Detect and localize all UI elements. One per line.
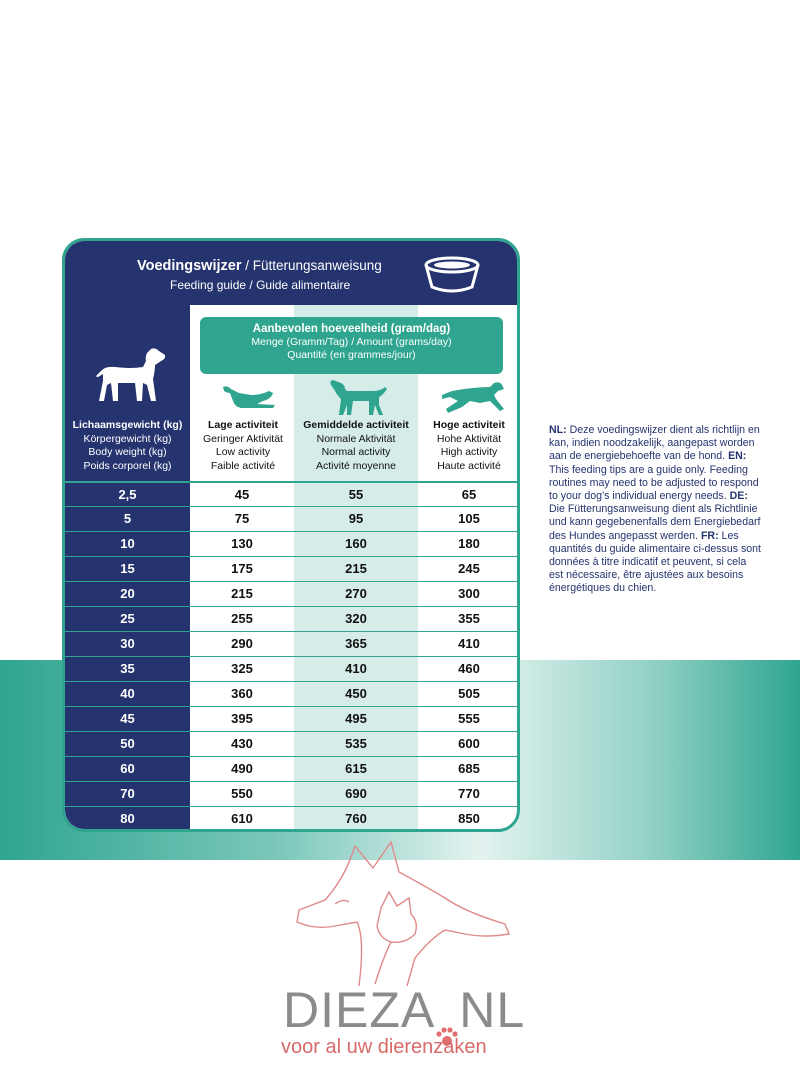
dog-cat-logo-illustration: [295, 838, 515, 988]
feeding-note: NL: Deze voedingswijzer dient als richtlijn en kan, indien noodzakelijk, aangepast worden aan de energiebehoefte van de hond. EN: This feeding tips are a guide only. Feeding routines may need to be adjusted to respond to your dog’s individual energy needs. DE: Die Fütterungsanweisung dient als Richtlinie und kann gegebenenfalls dem Energiebedarf des Hundes angepasst werden. FR: Les quantités du guide alimentaire ci-dessus sont données à titre indicatif et peuvent, si cela est nécessaire, être ajustées aux besoins énergétiques du chien.: [549, 424, 761, 595]
paw-icon: [435, 1005, 459, 1035]
guide-subtitle: Feeding guide / Guide alimentaire: [170, 278, 351, 292]
feeding-table-body: [65, 481, 517, 831]
brand-slogan: voor al uw dierenzaken: [281, 1036, 487, 1058]
table-row: 5 75 95 105: [65, 506, 517, 531]
table-row: 45 395 495 555: [65, 706, 517, 731]
recommended-amount-box: Aanbevolen hoeveelheid (gram/dag) Menge (Gramm/Tag) / Amount (grams/day) Quantité (en grammes/jour): [200, 317, 503, 374]
dog-running-icon: [440, 381, 506, 415]
guide-header: [65, 241, 517, 305]
table-row: 2,5 45 55 65: [65, 481, 517, 506]
dog-standing-icon: [91, 345, 169, 405]
dog-lying-icon: [221, 381, 281, 413]
feeding-guide-card: [62, 238, 520, 832]
table-row: 50 430 535 600: [65, 731, 517, 756]
body-weight-header: Lichaamsgewicht (kg) Körpergewicht (kg) Body weight (kg) Poids corporel (kg): [72, 419, 183, 472]
food-bowl-icon: [421, 255, 483, 293]
table-row: 80 610 760 850: [65, 806, 517, 831]
table-row: 25 255 320 355: [65, 606, 517, 631]
table-row: 60 490 615 685: [65, 756, 517, 781]
table-row: 30 290 365 410: [65, 631, 517, 656]
table-row: 15 175 215 245: [65, 556, 517, 581]
dog-walking-icon: [327, 379, 389, 417]
table-row: 35 325 410 460: [65, 656, 517, 681]
table-row: 70 550 690 770: [65, 781, 517, 806]
low-activity-header: Lage activiteit Geringer Aktivität Low activity Faible activité: [203, 419, 283, 472]
guide-title: Voedingswijzer / Fütterungsanweisung: [137, 258, 382, 274]
table-row: 20 215 270 300: [65, 581, 517, 606]
table-row: 40 360 450 505: [65, 681, 517, 706]
normal-activity-header: Gemiddelde activiteit Normale Aktivität Normal activity Activité moyenne: [303, 419, 409, 472]
high-activity-header: Hoge activiteit Hohe Aktivität High activity Haute activité: [433, 419, 505, 472]
table-row: 10 130 160 180: [65, 531, 517, 556]
brand-logo-wordmark: DIEZA NL: [283, 985, 523, 1035]
